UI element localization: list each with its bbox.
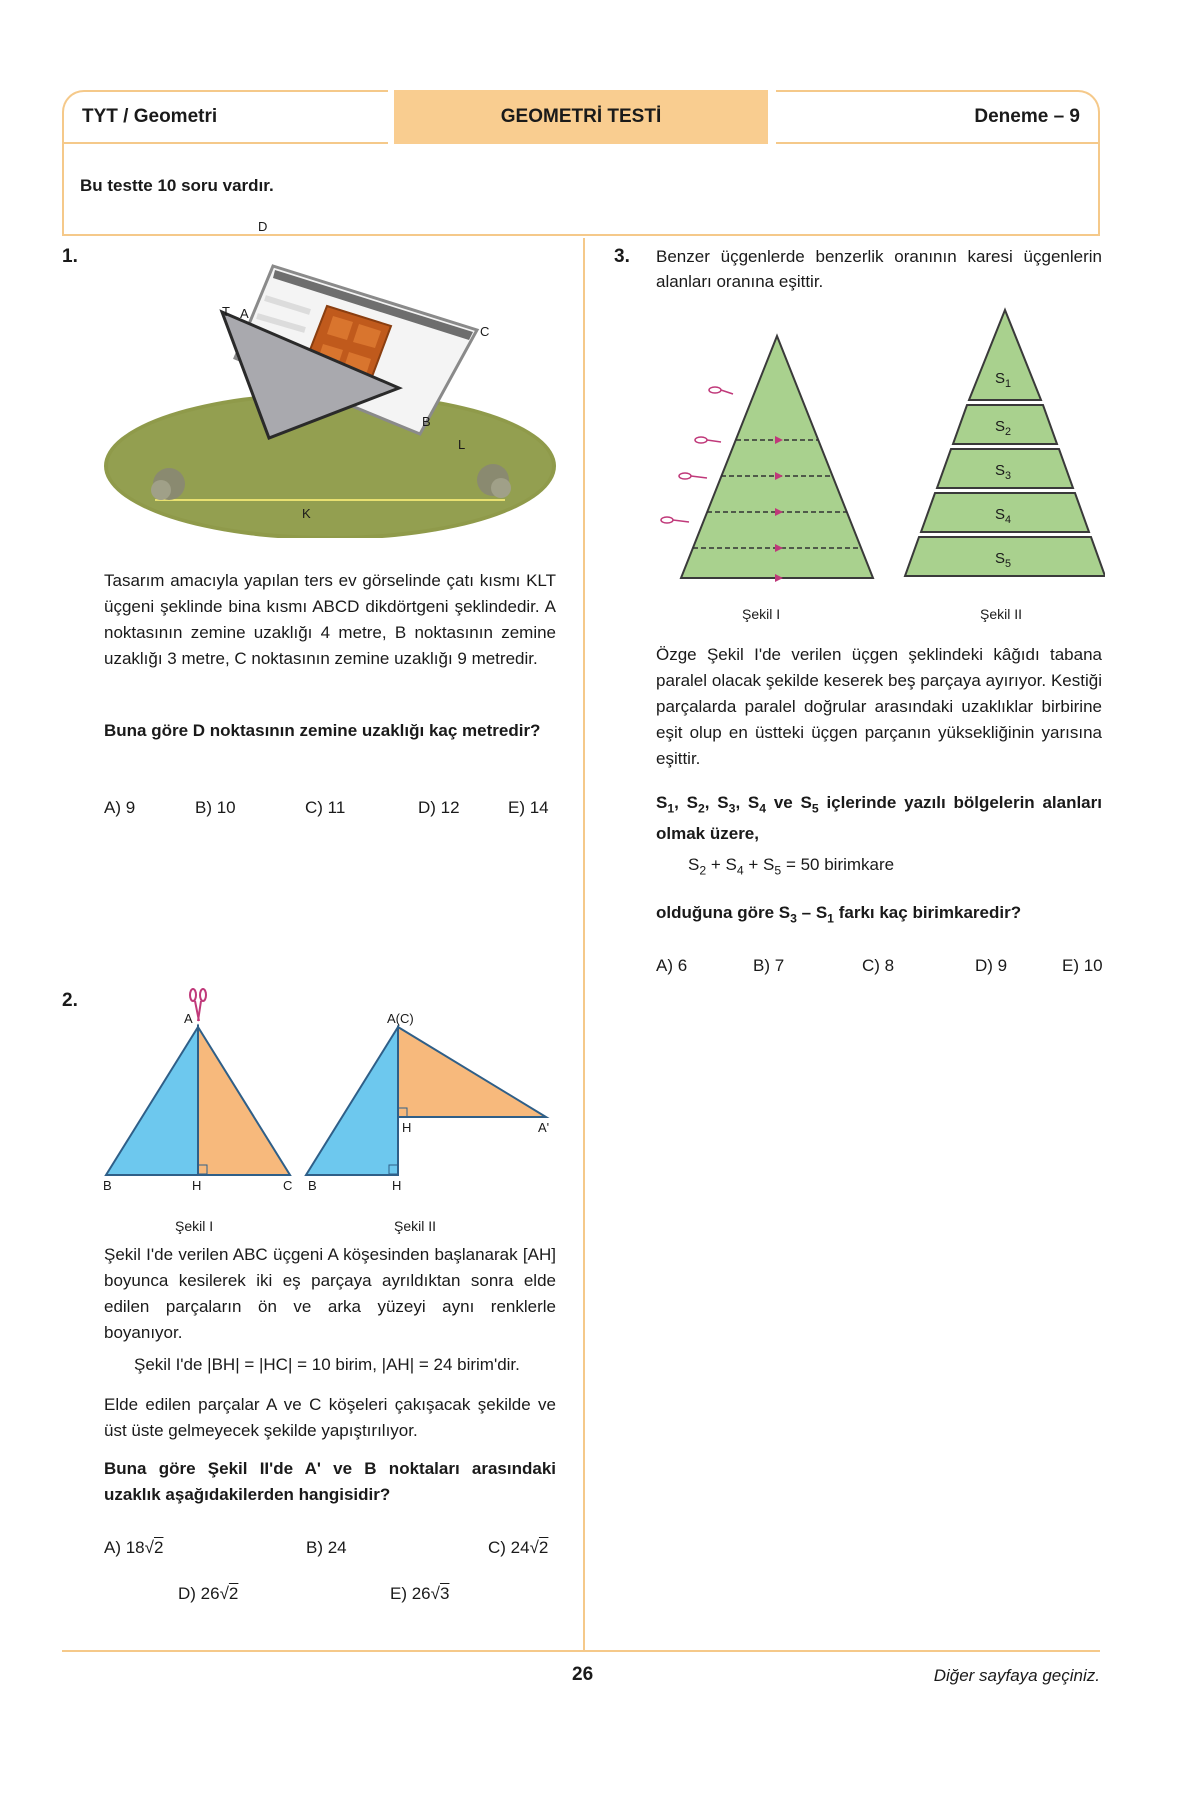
q2-fig1-label: Şekil I	[175, 1218, 214, 1234]
q3-s2-label: $S_2$	[995, 418, 1012, 438]
q2-given: Şekil I'de |BH| = |HC| = 10 birim, |AH| = 24 birim'dir.	[134, 1355, 520, 1374]
q3-intro: Benzer üçgenlerde benzerlik oranının karesi üçgenlerin alanları oranına eşittir.	[656, 247, 1102, 291]
q3-fig2-label: Şekil II	[980, 606, 1023, 622]
q1-option-a[interactable]: A) 9	[104, 798, 136, 817]
q2-figures	[100, 985, 560, 1185]
q2-fig1-right-piece	[198, 1027, 290, 1175]
q2-option-b[interactable]: B) 24	[306, 1538, 347, 1557]
intro-text: Bu testte 10 soru vardır.	[80, 176, 274, 195]
q3-fig1-triangle	[681, 336, 873, 578]
q2-option-a[interactable]: A) 18√2	[104, 1538, 164, 1557]
header-left-cell	[62, 90, 388, 144]
header-center-cell	[394, 90, 768, 144]
q1-option-d[interactable]: D) 12	[418, 798, 460, 817]
q2-number: 2.	[62, 990, 78, 1011]
q3-s1-label: $S_1$	[995, 370, 1012, 390]
q1-point-K: K	[302, 506, 311, 521]
q1-point-T: T	[222, 304, 230, 319]
q3-s3-label: $S_3$	[995, 462, 1012, 482]
q2-text-2: Elde edilen parçalar A ve C köşeleri çakışacak şekilde ve üst üste gelmeyecek şekilde yapıştırılıyor.	[104, 1395, 556, 1440]
q1-point-D: D	[258, 219, 268, 234]
q2-option-d[interactable]: D) 26√2	[178, 1584, 239, 1603]
page-number: 26	[572, 1664, 594, 1685]
q1-text: Tasarım amacıyla yapılan ters ev görselinde çatı kısmı KLT üçgeni şeklinde bina kısmı ABCD dikdörtgeni şeklindedir. A noktasının zemine uzaklığı 4 metre, B noktasının zemine uzaklığı 3 metre, C noktasının zemine uzaklığı 9 metredir.	[104, 571, 556, 668]
q3-s5-label: $S_5$	[995, 550, 1012, 570]
q1-figure	[95, 248, 565, 538]
header-right-cell	[776, 90, 1100, 144]
header-subject: TYT / Geometri	[82, 106, 218, 127]
q2-fig2-orange-piece	[398, 1027, 546, 1117]
q1-option-e[interactable]: E) 14	[508, 798, 549, 817]
q3-option-d[interactable]: D) 9	[975, 956, 1008, 975]
q1-question: Buna göre D noktasının zemine uzaklığı kaç metredir?	[104, 721, 541, 740]
q3-option-c[interactable]: C) 8	[862, 956, 895, 975]
q1-point-L: L	[458, 437, 466, 452]
q1-option-b[interactable]: B) 10	[195, 798, 236, 817]
q2-question: Buna göre Şekil II'de A' ve B noktaları arasındaki uzaklık aşağıdakilerden hangisidir?	[104, 1459, 556, 1504]
intro-box	[62, 144, 1100, 236]
q3-text: Özge Şekil I'de verilen üçgen şeklindeki kâğıdı tabana paralel olacak şekilde keserek beş parçaya ayırıyor. Kestiği parçalarda paralel doğrular arasındaki uzaklıklar birbirine eşit olup en üstteki üçgen parçanın yüksekliğinin yarısına eşittir.	[656, 645, 1102, 768]
q2-fig2-point-H-top: H	[402, 1120, 412, 1135]
next-page-note: Diğer sayfaya geçiniz.	[933, 1666, 1100, 1685]
q2-fig2-blue-piece	[306, 1027, 398, 1175]
q3-option-b[interactable]: B) 7	[753, 956, 785, 975]
q3-question: olduğuna göre $S_3 - S_1$ farkı kaç birimkaredir?	[656, 903, 1022, 926]
q3-fig1-label: Şekil I	[742, 606, 781, 622]
q2-fig2-point-Aprime: A'	[538, 1120, 550, 1135]
q2-fig2-label: Şekil II	[394, 1218, 437, 1234]
column-divider	[583, 238, 585, 1650]
q2-text-1: Şekil I'de verilen ABC üçgeni A köşesinden başlanarak [AH] boyunca kesilerek iki eş parçaya ayrıldıktan sonra elde edilen parçaların ön ve arka yüzeyi aynı renklerle boyanıyor.	[104, 1245, 556, 1342]
q3-option-a[interactable]: A) 6	[656, 956, 688, 975]
q3-s4-label: $S_4$	[995, 506, 1012, 526]
q2-fig1-point-A: A	[184, 1011, 193, 1026]
q3-equation: $S_2 + S_4 + S_5 = 50$ birimkare	[688, 855, 895, 878]
q2-option-c[interactable]: C) 24√2	[488, 1538, 549, 1557]
q2-option-e[interactable]: E) 26√3	[390, 1584, 450, 1603]
header-test-title: GEOMETRİ TESTİ	[500, 106, 662, 127]
q1-point-C: C	[480, 324, 490, 339]
footer-line	[62, 1650, 1100, 1652]
q2-fig2-point-H-bottom: H	[392, 1178, 402, 1193]
q3-figures	[655, 302, 1105, 592]
q3-option-e[interactable]: E) 10	[1062, 956, 1103, 975]
q1-point-B: B	[422, 414, 431, 429]
q2-fig2-point-B: B	[308, 1178, 317, 1193]
q1-option-c[interactable]: C) 11	[305, 798, 346, 817]
q2-fig1-point-B: B	[103, 1178, 112, 1193]
q3-number: 3.	[614, 246, 630, 267]
q1-number: 1.	[62, 246, 78, 267]
q1-point-A: A	[240, 306, 249, 321]
q2-fig1-left-piece	[106, 1027, 198, 1175]
header-exam-number: Deneme – 9	[974, 106, 1080, 127]
q3-condition: $S_1$, $S_2$, $S_3$, $S_4$ ve $S_5$ içlerinde yazılı bölgelerin alanları olmak üzere,	[656, 793, 1102, 844]
q2-fig1-point-H: H	[192, 1178, 202, 1193]
q2-fig1-point-C: C	[283, 1178, 293, 1193]
q2-fig2-point-AC: A(C)	[387, 1011, 414, 1026]
